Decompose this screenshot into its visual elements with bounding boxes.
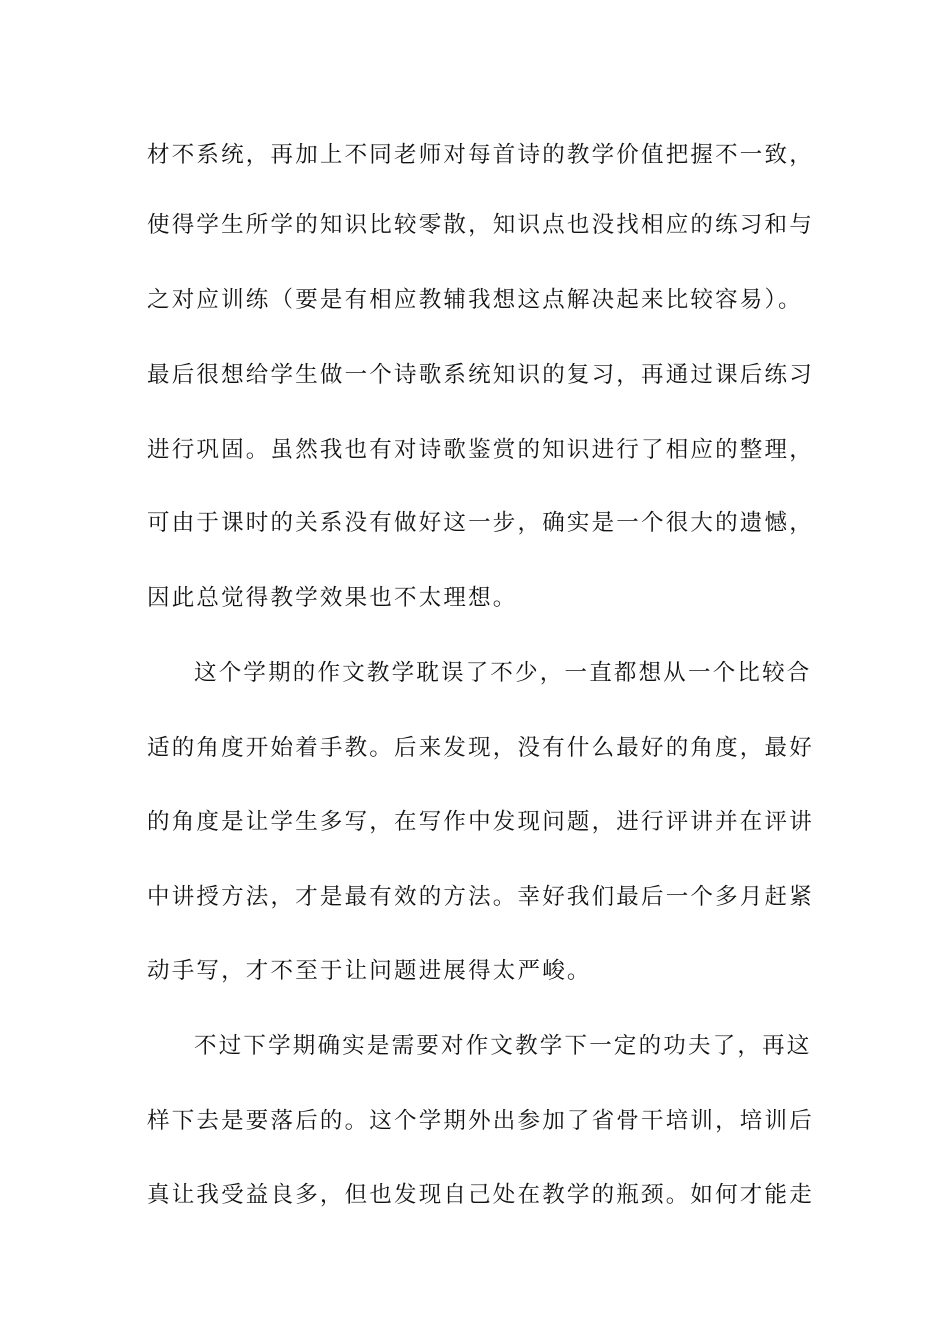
text-line: 使得学生所学的知识比较零散，知识点也没找相应的练习和与 [147,212,814,238]
text-line: 样下去是要落后的。这个学期外出参加了省骨干培训，培训后 [147,1108,814,1134]
text-line: 因此总觉得教学效果也不太理想。 [147,585,518,611]
text-line: 之对应训练（要是有相应教辅我想这点解决起来比较容易）。 [147,287,803,313]
text-line: 动手写，才不至于让问题进展得太严峻。 [147,958,592,984]
text-line: 可由于课时的关系没有做好这一步，确实是一个很大的遗憾， [147,510,814,536]
text-line: 适的角度开始着手教。后来发现，没有什么最好的角度，最好 [147,735,814,761]
paragraph-first-line: 不过下学期确实是需要对作文教学下一定的功夫了，再这 [194,1033,812,1059]
text-line: 的角度是让学生多写，在写作中发现问题，进行评讲并在评讲 [147,809,814,835]
text-line: 材不系统，再加上不同老师对每首诗的教学价值把握不一致， [147,142,814,168]
text-line: 最后很想给学生做一个诗歌系统知识的复习，再通过课后练习 [147,362,814,388]
text-line: 进行巩固。虽然我也有对诗歌鉴赏的知识进行了相应的整理， [147,437,814,463]
paragraph-first-line: 这个学期的作文教学耽误了不少，一直都想从一个比较合 [194,660,812,686]
text-line: 真让我受益良多，但也发现自己处在教学的瓶颈。如何才能走 [147,1182,814,1208]
text-line: 中讲授方法，才是最有效的方法。幸好我们最后一个多月赶紧 [147,884,814,910]
